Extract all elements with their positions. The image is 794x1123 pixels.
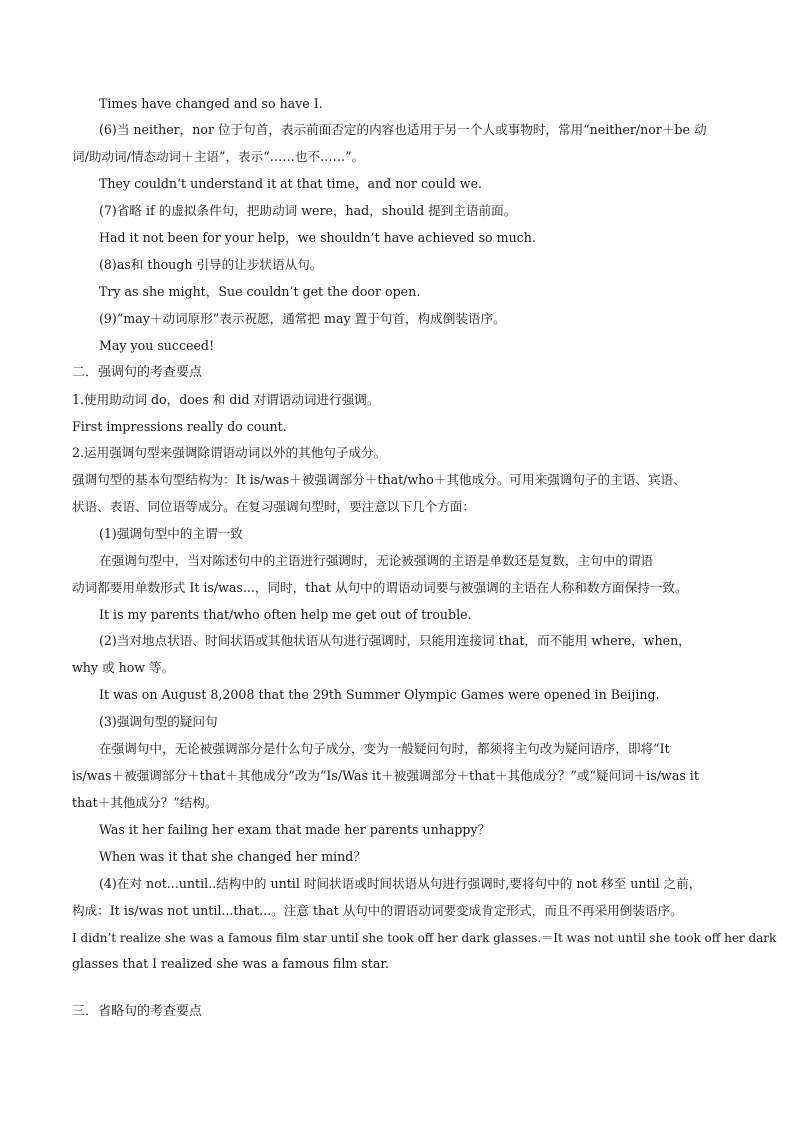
section-heading: 二．强调句的考查要点 xyxy=(72,365,203,380)
point-paragraph: 2.运用强调句型来强调除谓语动词以外的其他句子成分。 xyxy=(72,445,387,460)
body-paragraph: 在强调句中，无论被强调部分是什么句子成分，变为一般疑问句时，都须将主句改为疑问语序，即将“It xyxy=(99,741,670,756)
rule-paragraph: (9)“may＋动词原形”表示祝愿，通常把 may 置于句首，构成倒装语序。 xyxy=(99,311,506,326)
body-paragraph: 强调句型的基本句型结构为：It is/was＋被强调部分＋that/who＋其他成分。可用来强调句子的主语、宾语、 xyxy=(72,472,686,487)
body-paragraph-cont: that＋其他成分？”结构。 xyxy=(72,795,218,810)
example-sentence: First impressions really do count. xyxy=(72,419,287,434)
example-sentence: Times have changed and so have I. xyxy=(99,96,323,111)
body-paragraph: (2)当对地点状语、时间状语或其他状语从句进行强调时，只能用连接词 that，而不能用 where，when， xyxy=(99,633,691,648)
example-sentence: It was on August 8,2008 that the 29th Summer Olympic Games were opened in Beijing. xyxy=(99,687,660,702)
rule-paragraph: (8)as和 though 引导的让步状语从句。 xyxy=(99,257,323,272)
body-paragraph: (4)在对 not...until..结构中的 until 时间状语或时间状语从句进行强调时,要将句中的 not 移至 until 之前， xyxy=(99,876,702,891)
example-sentence: May you succeed! xyxy=(99,338,215,353)
rule-paragraph: (7)省略 if 的虚拟条件句，把助动词 were，had，should 提到主语前面。 xyxy=(99,203,517,218)
body-paragraph-cont: 动词都要用单数形式 It is/was...，同时，that 从句中的谓语动词要与被强调的主语在人称和数方面保持一致。 xyxy=(72,580,688,595)
example-sentence: They couldn’t understand it at that time，and nor could we. xyxy=(99,176,483,191)
subheading: (1)强调句型中的主谓一致 xyxy=(99,526,243,541)
point-paragraph: 1.使用助动词 do，does 和 did 对谓语动词进行强调。 xyxy=(72,392,380,407)
rule-paragraph: (6)当 neither，nor 位于句首，表示前面否定的内容也适用于另一个人或事物时，常用“neither/nor＋be 动 xyxy=(99,122,707,137)
example-sentence: Was it her failing her exam that made her parents unhappy？ xyxy=(99,822,491,837)
example-sentence: Try as she might，Sue couldn’t get the door open. xyxy=(99,284,421,299)
rule-paragraph-cont: 词/助动词/情态动词＋主语”，表示“……也不……”。 xyxy=(72,149,365,164)
example-sentence: I didn’t realize she was a famous film star until she took off her dark glasses.＝It was not until she took off her dark xyxy=(72,931,777,945)
body-paragraph-cont: 构成：It is/was not until...that...。注意 that 从句中的谓语动词要变成肯定形式，而且不再采用倒装语序。 xyxy=(72,903,683,918)
body-paragraph-cont: why 或 how 等。 xyxy=(72,660,175,675)
section-heading: 三．省略句的考查要点 xyxy=(72,1004,203,1019)
example-sentence: Had it not been for your help，we shouldn’t have achieved so much. xyxy=(99,230,536,245)
example-sentence: It is my parents that/who often help me get out of trouble. xyxy=(99,607,472,622)
example-sentence-cont: glasses that I realized she was a famous film star. xyxy=(72,956,389,971)
body-paragraph-cont: 状语、表语、同位语等成分。在复习强调句型时，要注意以下几个方面： xyxy=(72,499,475,514)
subheading: (3)强调句型的疑问句 xyxy=(99,714,218,729)
example-sentence: When was it that she changed her mind？ xyxy=(99,849,366,864)
body-paragraph-cont: is/was＋被强调部分＋that＋其他成分”改为“Is/Was it＋被强调部分＋that＋其他成分？”或“疑问词＋is/was it xyxy=(72,768,699,783)
body-paragraph: 在强调句型中，当对陈述句中的主语进行强调时，无论被强调的主语是单数还是复数，主句中的谓语 xyxy=(99,553,654,568)
